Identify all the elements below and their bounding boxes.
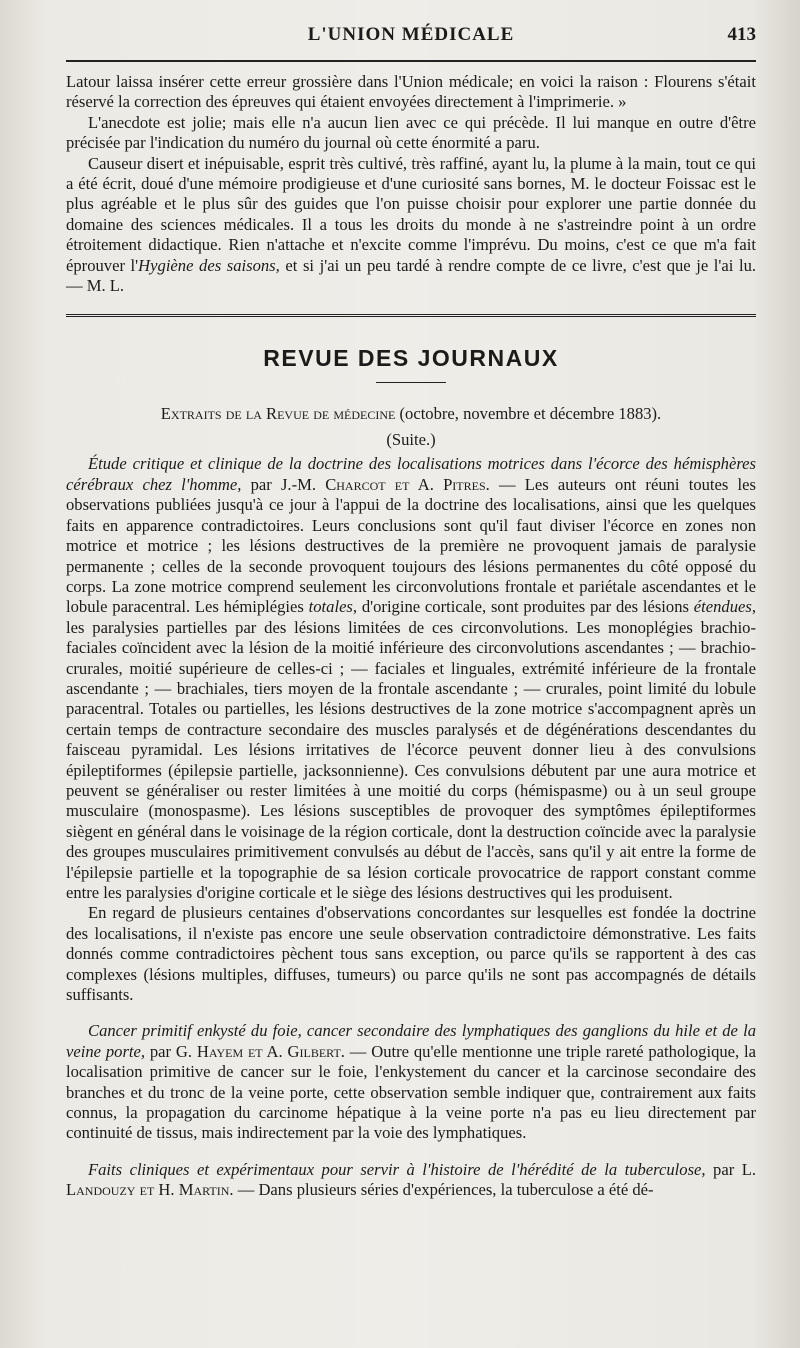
section-title: REVUE DES JOURNAUX bbox=[263, 345, 559, 372]
book-title: Hygiène des saisons bbox=[138, 255, 276, 275]
review-text: Causeur disert et inépuisable, esprit très cultivé, très raffiné, ayant lu, la plume à la main, tout ce qui a été écrit, doué d'une mémoire prodigieuse et d'une curiosité sans bornes, M. le docteur Foissac est le plus agréable et le plus sûr des guides que l'on puisse choisir pour explorer une partie donnée du domaine des sciences médicales. Il a tous les droits du monde à ne s'astreindre point à un ordre étroitement didactique. Rien n'attache et n'excite comme l'imprévu. Du moins, c'est ce que m'a fait éprouver l' bbox=[66, 153, 756, 275]
article-1-paragraph-2: En regard de plusieurs centaines d'observations concordantes sur lesquelles est fondée la doctrine des localisations, il n'existe pas encore une seule observation contradictoire démonstrative. Les faits donnés comme contradictoires pèchent tous sans exception, ou parce qu'ils se rapportent à des cas complexes (lésions multiples, diffuses, tumeurs) ou parce qu'ils ne sont pas accompagnés de détails suffisants. bbox=[66, 903, 756, 1005]
header-rule bbox=[66, 60, 756, 62]
article-1-emph-totales: totales bbox=[308, 597, 353, 617]
article-1-authors: J.-M. Charcot et A. Pitres. bbox=[280, 474, 490, 494]
page-number: 413 bbox=[727, 24, 756, 45]
opening-paragraph-1: Latour laissa insérer cette erreur grossière dans l'Union médicale; en voici la raison : Flourens s'était réservé la correction des épreuves qui étaient envoyées directement à l'imprimerie. » bbox=[66, 72, 756, 112]
article-3 bbox=[66, 1160, 756, 1201]
article-3-by: par bbox=[705, 1159, 742, 1179]
article-1-emph-etendues: étendues bbox=[693, 597, 752, 617]
journal-title: L'UNION MÉDICALE bbox=[307, 24, 515, 45]
article-2-authors: G. Hayem et A. Gilbert. bbox=[175, 1041, 345, 1061]
extracts-dates: (octobre, novembre et décembre 1883). bbox=[395, 404, 662, 424]
article-3-title: Faits cliniques et expérimentaux pour servir à l'histoire de l'hérédité de la tuberculose, bbox=[88, 1159, 706, 1179]
article-1-body: — Les auteurs ont réuni toutes les observations publiées jusqu'à ce jour à l'appui de la doctrine des localisations, ainsi que les quelques faits en apparence contradictoires. Leurs conclusions sont qu'il faut diviser l'écorce en zones non motrice et motrice ; les lésions destructives de la première ne provoquent jamais de paralysie permanente ; celles de la seconde provoquent toujours des lésions permanentes du côté opposé du corps. La zone motrice comprend seulement les circonvolutions frontale et pariétale ascendantes et le lobule paracentral. Les hémiplégies bbox=[66, 474, 756, 617]
article-1 bbox=[66, 454, 756, 903]
article-2-body: — Outre qu'elle mentionne une triple rareté pathologique, la localisation primitive de cancer sur le foie, l'enkystement du cancer et la carcinose secondaire des branches et du tronc de la veine porte, cette observation semble indiquer que, contrairement aux faits connus, la propagation du carcinome hépatique à la veine porte n'a pas eu lieu directement par continuité de tissus, mais indirectement par la voie des lymphatiques. bbox=[66, 1041, 756, 1143]
extracts-heading bbox=[66, 403, 756, 424]
section-divider bbox=[66, 314, 756, 317]
article-1-body-2: , d'origine corticale, sont produites par des lésions bbox=[352, 597, 694, 617]
article-3-authors: L. Landouzy et H. Martin. bbox=[66, 1159, 756, 1200]
signature: — M. L. bbox=[66, 276, 125, 296]
article-1-body-3: , les paralysies partielles par des lésions limitées de ces circonvolutions. Les monoplégies brachio-faciales coïncident avec la lésion de la moitié inférieure des circonvolutions ascendantes ; — brachio-crurales, moitié supérieure de celles-ci ; — faciales et linguales, extrémité inférieure de la frontale ascendante ; — brachiales, tiers moyen de la frontale ascendante ; — crurales, point limité du lobule paracentral. Totales ou partielles, les lésions destructives de la zone motrice s'accompagnent après un certain temps de contracture secondaire des muscles paralysés et de dégénérations descendantes du faisceau pyramidal. Les lésions irritatives de l'écorce peuvent donner lieu à des convulsions épileptiformes (épilepsie partielle, jacksonnienne). Ces convulsions débutent par une aura motrice et peuvent se généraliser ou rester limitées à une moitié du corps (hémispasme) ou à un seul groupe musculaire (monospasme). Les lésions susceptibles de provoquer des symptômes épileptiformes siègent en général dans le voisinage de la région corticale, dont la destruction coïncide avec la paralysie des groupes musculaires primitivement convulsés au début de l'accès, sans qu'il y ait entre la forme de l'épilepsie partielle et la topographie de sa lésion corticale provocatrice de rapport constant comme entre les paralysies d'origine corticale et le siège des lésions destructives qui les produisent. bbox=[66, 597, 756, 902]
article-1-by: par bbox=[241, 474, 281, 494]
review-text-end: , et si j'ai un peu tardé à rendre compte de ce livre, c'est que je l'ai lu. bbox=[275, 255, 757, 275]
extracts-source: Extraits de la Revue de médecine bbox=[160, 404, 396, 424]
opening-paragraph-2: L'anecdote est jolie; mais elle n'a aucun lien avec ce qui précède. Il lui manque en outre d'être précisée par l'indication du numéro du journal où cette énormité a paru. bbox=[66, 112, 756, 153]
continued-label: (Suite.) bbox=[386, 430, 436, 450]
article-3-body: — Dans plusieurs séries d'expériences, la tuberculose a été dé- bbox=[233, 1180, 654, 1200]
article-2 bbox=[66, 1021, 756, 1143]
article-2-title: Cancer primitif enkysté du foie, cancer secondaire des lymphatiques des ganglions du hile et de la veine porte, bbox=[66, 1021, 756, 1061]
article-1-title: Étude critique et clinique de la doctrine des localisations motrices dans l'écorce des hémisphères cérébraux chez l'homme, bbox=[66, 454, 756, 494]
opening-paragraph-3 bbox=[66, 154, 756, 297]
article-2-by: par bbox=[145, 1041, 176, 1061]
title-underline bbox=[376, 382, 446, 383]
running-head bbox=[66, 22, 756, 52]
